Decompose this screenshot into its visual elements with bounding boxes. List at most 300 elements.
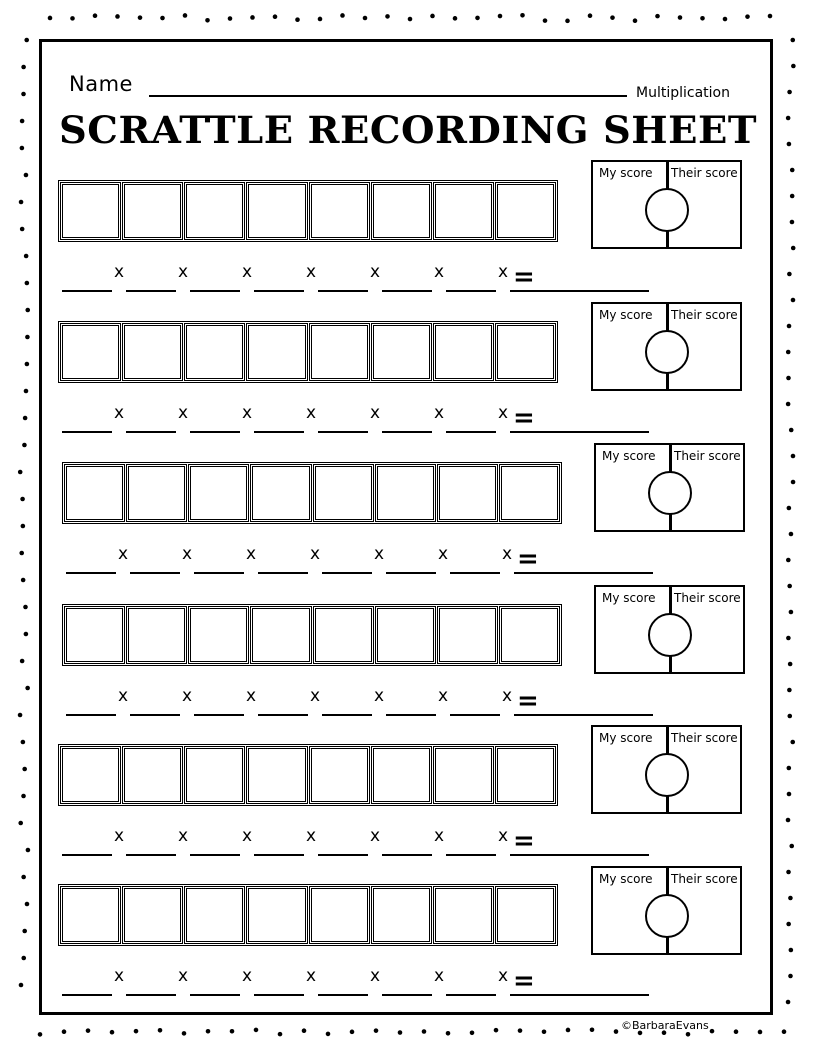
border-dot — [20, 227, 25, 232]
border-dot — [787, 506, 792, 511]
times-sign: x — [114, 966, 125, 986]
letter-tile-slot[interactable] — [252, 466, 309, 520]
border-dot — [326, 1032, 331, 1037]
factor-blank[interactable] — [318, 431, 368, 433]
my-score-label: My score — [602, 591, 656, 605]
times-sign: x — [178, 262, 189, 282]
letter-tile-slot[interactable] — [377, 608, 434, 662]
times-sign: x — [182, 686, 193, 706]
border-dot — [790, 168, 795, 173]
border-dot — [655, 14, 660, 19]
letter-tile-slot[interactable] — [497, 888, 554, 942]
letter-tile-slot[interactable] — [248, 325, 305, 379]
border-dot — [786, 376, 791, 381]
factor-blank[interactable] — [62, 854, 112, 856]
letter-tile-slot[interactable] — [66, 466, 123, 520]
factor-blank[interactable] — [190, 290, 240, 292]
border-dot — [787, 714, 792, 719]
tile-strip — [62, 462, 562, 524]
border-dot — [791, 480, 796, 485]
factor-blank[interactable] — [318, 290, 368, 292]
letter-tile-slot[interactable] — [315, 608, 372, 662]
border-dot — [374, 1028, 379, 1033]
times-sign: x — [242, 826, 253, 846]
copyright: ©BarbaraEvans — [621, 1019, 709, 1032]
border-dot — [20, 659, 25, 664]
border-dot — [21, 956, 26, 961]
factor-blank[interactable] — [126, 290, 176, 292]
times-sign: x — [434, 403, 445, 423]
letter-tile-slot[interactable] — [311, 888, 368, 942]
factor-blank[interactable] — [126, 854, 176, 856]
border-dot — [21, 740, 26, 745]
border-dot — [782, 1029, 787, 1034]
letter-tile-slot[interactable] — [128, 466, 185, 520]
factor-blank[interactable] — [446, 290, 496, 292]
border-dot — [278, 1032, 283, 1037]
product-blank[interactable] — [554, 290, 649, 292]
factor-blank[interactable] — [258, 572, 308, 574]
border-dot — [21, 65, 26, 70]
letter-tile-slot[interactable] — [497, 325, 554, 379]
score-circle — [645, 188, 689, 232]
border-dot — [205, 18, 210, 23]
letter-tile-slot[interactable] — [435, 748, 492, 802]
factor-blank[interactable] — [254, 994, 304, 996]
page-title: SCRATTLE RECORDING SHEET — [58, 108, 757, 152]
letter-tile-slot[interactable] — [501, 466, 558, 520]
factor-blank[interactable] — [254, 290, 304, 292]
letter-tile-slot[interactable] — [186, 325, 243, 379]
multiplication-line — [0, 966, 720, 1006]
border-dot — [23, 605, 28, 610]
border-dot — [734, 1029, 739, 1034]
my-score-label: My score — [599, 731, 653, 745]
factor-blank[interactable] — [126, 431, 176, 433]
times-sign: x — [370, 262, 381, 282]
border-dot — [789, 948, 794, 953]
border-dot — [786, 402, 791, 407]
border-dot — [788, 974, 793, 979]
border-dot — [786, 870, 791, 875]
factor-blank[interactable] — [446, 994, 496, 996]
times-sign: x — [118, 686, 129, 706]
border-dot — [182, 1031, 187, 1036]
times-sign: x — [306, 966, 317, 986]
border-dot — [790, 740, 795, 745]
times-sign: x — [178, 826, 189, 846]
border-dot — [789, 610, 794, 615]
times-sign: x — [310, 544, 321, 564]
border-dot — [543, 18, 548, 23]
border-dot — [22, 767, 27, 772]
product-blank[interactable] — [558, 572, 653, 574]
letter-tile-slot[interactable] — [124, 888, 181, 942]
times-sign: x — [498, 966, 509, 986]
tile-strip — [58, 744, 558, 806]
times-sign: x — [374, 686, 385, 706]
multiplication-line — [0, 826, 720, 866]
letter-tile-slot[interactable] — [311, 325, 368, 379]
border-dot — [520, 13, 525, 18]
letter-tile-slot[interactable] — [124, 325, 181, 379]
letter-tile-slot[interactable] — [315, 466, 372, 520]
border-dot — [25, 362, 30, 367]
border-dot — [786, 636, 791, 641]
factor-blank[interactable] — [318, 854, 368, 856]
times-sign: x — [178, 403, 189, 423]
score-box — [594, 443, 745, 532]
factor-blank[interactable] — [450, 714, 500, 716]
factor-blank[interactable] — [382, 854, 432, 856]
border-dot — [791, 64, 796, 69]
letter-tile-slot[interactable] — [373, 888, 430, 942]
their-score-label: Their score — [671, 731, 738, 745]
border-dot — [788, 662, 793, 667]
times-sign: x — [374, 544, 385, 564]
letter-tile-slot[interactable] — [128, 608, 185, 662]
product-blank[interactable] — [558, 714, 653, 716]
letter-tile-slot[interactable] — [497, 748, 554, 802]
border-dot — [110, 1030, 115, 1035]
score-circle — [645, 753, 689, 797]
letter-tile-slot[interactable] — [373, 184, 430, 238]
factor-blank[interactable] — [194, 714, 244, 716]
factor-blank[interactable] — [254, 854, 304, 856]
border-dot — [633, 18, 638, 23]
border-dot — [158, 1028, 163, 1033]
letter-tile-slot[interactable] — [377, 466, 434, 520]
border-dot — [93, 13, 98, 18]
border-dot — [295, 17, 300, 22]
border-dot — [363, 16, 368, 21]
equals-sign: = — [513, 403, 535, 433]
border-dot — [787, 766, 792, 771]
times-sign: x — [306, 403, 317, 423]
topic-label: Multiplication — [636, 85, 730, 101]
multiplication-line — [0, 262, 720, 302]
letter-tile-slot[interactable] — [501, 608, 558, 662]
border-dot — [542, 1029, 547, 1034]
letter-tile-slot[interactable] — [62, 184, 119, 238]
border-dot — [254, 1028, 259, 1033]
factor-blank[interactable] — [254, 431, 304, 433]
times-sign: x — [438, 544, 449, 564]
factor-blank[interactable] — [62, 431, 112, 433]
their-score-label: Their score — [674, 449, 741, 463]
times-sign: x — [118, 544, 129, 564]
border-dot — [230, 1029, 235, 1034]
times-sign: x — [498, 403, 509, 423]
border-dot — [790, 194, 795, 199]
factor-blank[interactable] — [66, 572, 116, 574]
border-dot — [422, 1029, 427, 1034]
border-dot — [566, 1028, 571, 1033]
letter-tile-slot[interactable] — [62, 325, 119, 379]
times-sign: x — [498, 262, 509, 282]
factor-blank[interactable] — [386, 572, 436, 574]
product-blank[interactable] — [554, 431, 649, 433]
factor-blank[interactable] — [190, 854, 240, 856]
border-dot — [273, 14, 278, 19]
letter-tile-slot[interactable] — [252, 608, 309, 662]
times-sign: x — [242, 403, 253, 423]
letter-tile-slot[interactable] — [435, 888, 492, 942]
times-sign: x — [438, 686, 449, 706]
factor-blank[interactable] — [190, 994, 240, 996]
product-blank[interactable] — [554, 854, 649, 856]
border-dot — [470, 1030, 475, 1035]
border-dot — [18, 821, 23, 826]
score-box — [591, 725, 742, 814]
border-dot — [446, 1031, 451, 1036]
border-dot — [25, 902, 30, 907]
times-sign: x — [370, 403, 381, 423]
score-box — [591, 160, 742, 249]
border-dot — [21, 875, 26, 880]
letter-tile-slot[interactable] — [497, 184, 554, 238]
tile-strip — [58, 321, 558, 383]
border-dot — [408, 17, 413, 22]
times-sign: x — [242, 262, 253, 282]
border-dot — [614, 1029, 619, 1034]
factor-blank[interactable] — [446, 431, 496, 433]
border-dot — [610, 15, 615, 20]
letter-tile-slot[interactable] — [439, 466, 496, 520]
border-dot — [350, 1030, 355, 1035]
tile-strip — [58, 884, 558, 946]
letter-tile-slot[interactable] — [373, 325, 430, 379]
times-sign: x — [370, 826, 381, 846]
their-score-label: Their score — [671, 166, 738, 180]
product-blank[interactable] — [554, 994, 649, 996]
border-dot — [398, 1030, 403, 1035]
score-circle — [645, 894, 689, 938]
border-dot — [24, 38, 29, 43]
border-dot — [115, 14, 120, 19]
border-dot — [758, 1030, 763, 1035]
letter-tile-slot[interactable] — [186, 748, 243, 802]
equals-sign: = — [517, 686, 539, 716]
border-dot — [250, 15, 255, 20]
my-score-label: My score — [599, 872, 653, 886]
border-dot — [787, 90, 792, 95]
factor-blank[interactable] — [450, 572, 500, 574]
equals-sign: = — [513, 262, 535, 292]
multiplication-line — [0, 403, 720, 443]
border-dot — [723, 17, 728, 22]
border-dot — [788, 896, 793, 901]
equals-sign: = — [517, 544, 539, 574]
times-sign: x — [502, 544, 513, 564]
factor-blank[interactable] — [322, 714, 372, 716]
times-sign: x — [246, 686, 257, 706]
border-dot — [787, 324, 792, 329]
border-dot — [710, 1029, 715, 1034]
border-dot — [789, 844, 794, 849]
border-dot — [21, 92, 26, 97]
border-dot — [475, 16, 480, 21]
border-dot — [790, 220, 795, 225]
tile-strip — [62, 604, 562, 666]
letter-tile-slot[interactable] — [62, 888, 119, 942]
factor-blank[interactable] — [62, 994, 112, 996]
factor-blank[interactable] — [130, 714, 180, 716]
border-dot — [791, 246, 796, 251]
border-dot — [686, 1032, 691, 1037]
times-sign: x — [114, 403, 125, 423]
their-score-label: Their score — [671, 872, 738, 886]
border-dot — [787, 688, 792, 693]
letter-tile-slot[interactable] — [435, 325, 492, 379]
times-sign: x — [242, 966, 253, 986]
border-dot — [745, 14, 750, 19]
score-circle — [648, 471, 692, 515]
letter-tile-slot[interactable] — [124, 184, 181, 238]
name-label: Name — [69, 72, 133, 96]
border-dot — [494, 1028, 499, 1033]
border-dot — [789, 428, 794, 433]
border-dot — [38, 1032, 43, 1037]
border-dot — [786, 350, 791, 355]
border-dot — [590, 1027, 595, 1032]
letter-tile-slot[interactable] — [248, 888, 305, 942]
letter-tile-slot[interactable] — [435, 184, 492, 238]
border-dot — [518, 1028, 523, 1033]
multiplication-line — [4, 686, 724, 726]
border-dot — [228, 16, 233, 21]
border-dot — [24, 389, 29, 394]
border-dot — [787, 272, 792, 277]
border-dot — [25, 308, 30, 313]
letter-tile-slot[interactable] — [373, 748, 430, 802]
factor-blank[interactable] — [386, 714, 436, 716]
name-field[interactable] — [149, 95, 627, 97]
factor-blank[interactable] — [382, 994, 432, 996]
factor-blank[interactable] — [318, 994, 368, 996]
tile-strip — [58, 180, 558, 242]
factor-blank[interactable] — [258, 714, 308, 716]
letter-tile-slot[interactable] — [311, 184, 368, 238]
my-score-label: My score — [599, 166, 653, 180]
border-dot — [786, 1000, 791, 1005]
border-dot — [588, 13, 593, 18]
letter-tile-slot[interactable] — [66, 608, 123, 662]
factor-blank[interactable] — [126, 994, 176, 996]
times-sign: x — [306, 826, 317, 846]
border-dot — [62, 1029, 67, 1034]
border-dot — [25, 335, 30, 340]
border-dot — [20, 497, 25, 502]
multiplication-line — [4, 544, 724, 584]
factor-blank[interactable] — [446, 854, 496, 856]
border-dot — [48, 16, 53, 21]
equals-sign: = — [513, 966, 535, 996]
border-dot — [787, 584, 792, 589]
my-score-label: My score — [599, 308, 653, 322]
times-sign: x — [434, 826, 445, 846]
border-dot — [786, 922, 791, 927]
letter-tile-slot[interactable] — [248, 748, 305, 802]
times-sign: x — [306, 262, 317, 282]
factor-blank[interactable] — [62, 290, 112, 292]
border-dot — [768, 14, 773, 19]
border-dot — [453, 16, 458, 21]
border-dot — [565, 19, 570, 24]
score-box — [594, 585, 745, 674]
border-dot — [138, 15, 143, 20]
letter-tile-slot[interactable] — [311, 748, 368, 802]
factor-blank[interactable] — [322, 572, 372, 574]
border-dot — [302, 1028, 307, 1033]
times-sign: x — [114, 262, 125, 282]
letter-tile-slot[interactable] — [62, 748, 119, 802]
letter-tile-slot[interactable] — [190, 608, 247, 662]
factor-blank[interactable] — [382, 290, 432, 292]
their-score-label: Their score — [674, 591, 741, 605]
border-dot — [70, 16, 75, 21]
letter-tile-slot[interactable] — [186, 888, 243, 942]
border-dot — [318, 17, 323, 22]
score-circle — [645, 330, 689, 374]
border-dot — [786, 818, 791, 823]
border-dot — [24, 632, 29, 637]
border-dot — [18, 470, 23, 475]
border-dot — [21, 524, 26, 529]
border-dot — [430, 14, 435, 19]
letter-tile-slot[interactable] — [190, 466, 247, 520]
my-score-label: My score — [602, 449, 656, 463]
letter-tile-slot[interactable] — [248, 184, 305, 238]
border-dot — [86, 1028, 91, 1033]
times-sign: x — [502, 686, 513, 706]
border-dot — [160, 16, 165, 21]
border-dot — [498, 14, 503, 19]
border-dot — [791, 454, 796, 459]
factor-blank[interactable] — [66, 714, 116, 716]
factor-blank[interactable] — [190, 431, 240, 433]
border-dot — [19, 200, 24, 205]
factor-blank[interactable] — [382, 431, 432, 433]
times-sign: x — [114, 826, 125, 846]
times-sign: x — [370, 966, 381, 986]
border-dot — [700, 16, 705, 21]
border-dot — [678, 15, 683, 20]
score-box — [591, 866, 742, 955]
border-dot — [206, 1029, 211, 1034]
factor-blank[interactable] — [194, 572, 244, 574]
border-dot — [340, 13, 345, 18]
factor-blank[interactable] — [130, 572, 180, 574]
border-dot — [24, 254, 29, 259]
border-dot — [21, 794, 26, 799]
border-dot — [791, 298, 796, 303]
times-sign: x — [178, 966, 189, 986]
times-sign: x — [434, 262, 445, 282]
their-score-label: Their score — [671, 308, 738, 322]
letter-tile-slot[interactable] — [439, 608, 496, 662]
border-dot — [786, 558, 791, 563]
times-sign: x — [498, 826, 509, 846]
equals-sign: = — [513, 826, 535, 856]
border-dot — [385, 14, 390, 19]
letter-tile-slot[interactable] — [186, 184, 243, 238]
border-dot — [134, 1029, 139, 1034]
border-dot — [787, 792, 792, 797]
times-sign: x — [310, 686, 321, 706]
letter-tile-slot[interactable] — [124, 748, 181, 802]
border-dot — [22, 929, 27, 934]
